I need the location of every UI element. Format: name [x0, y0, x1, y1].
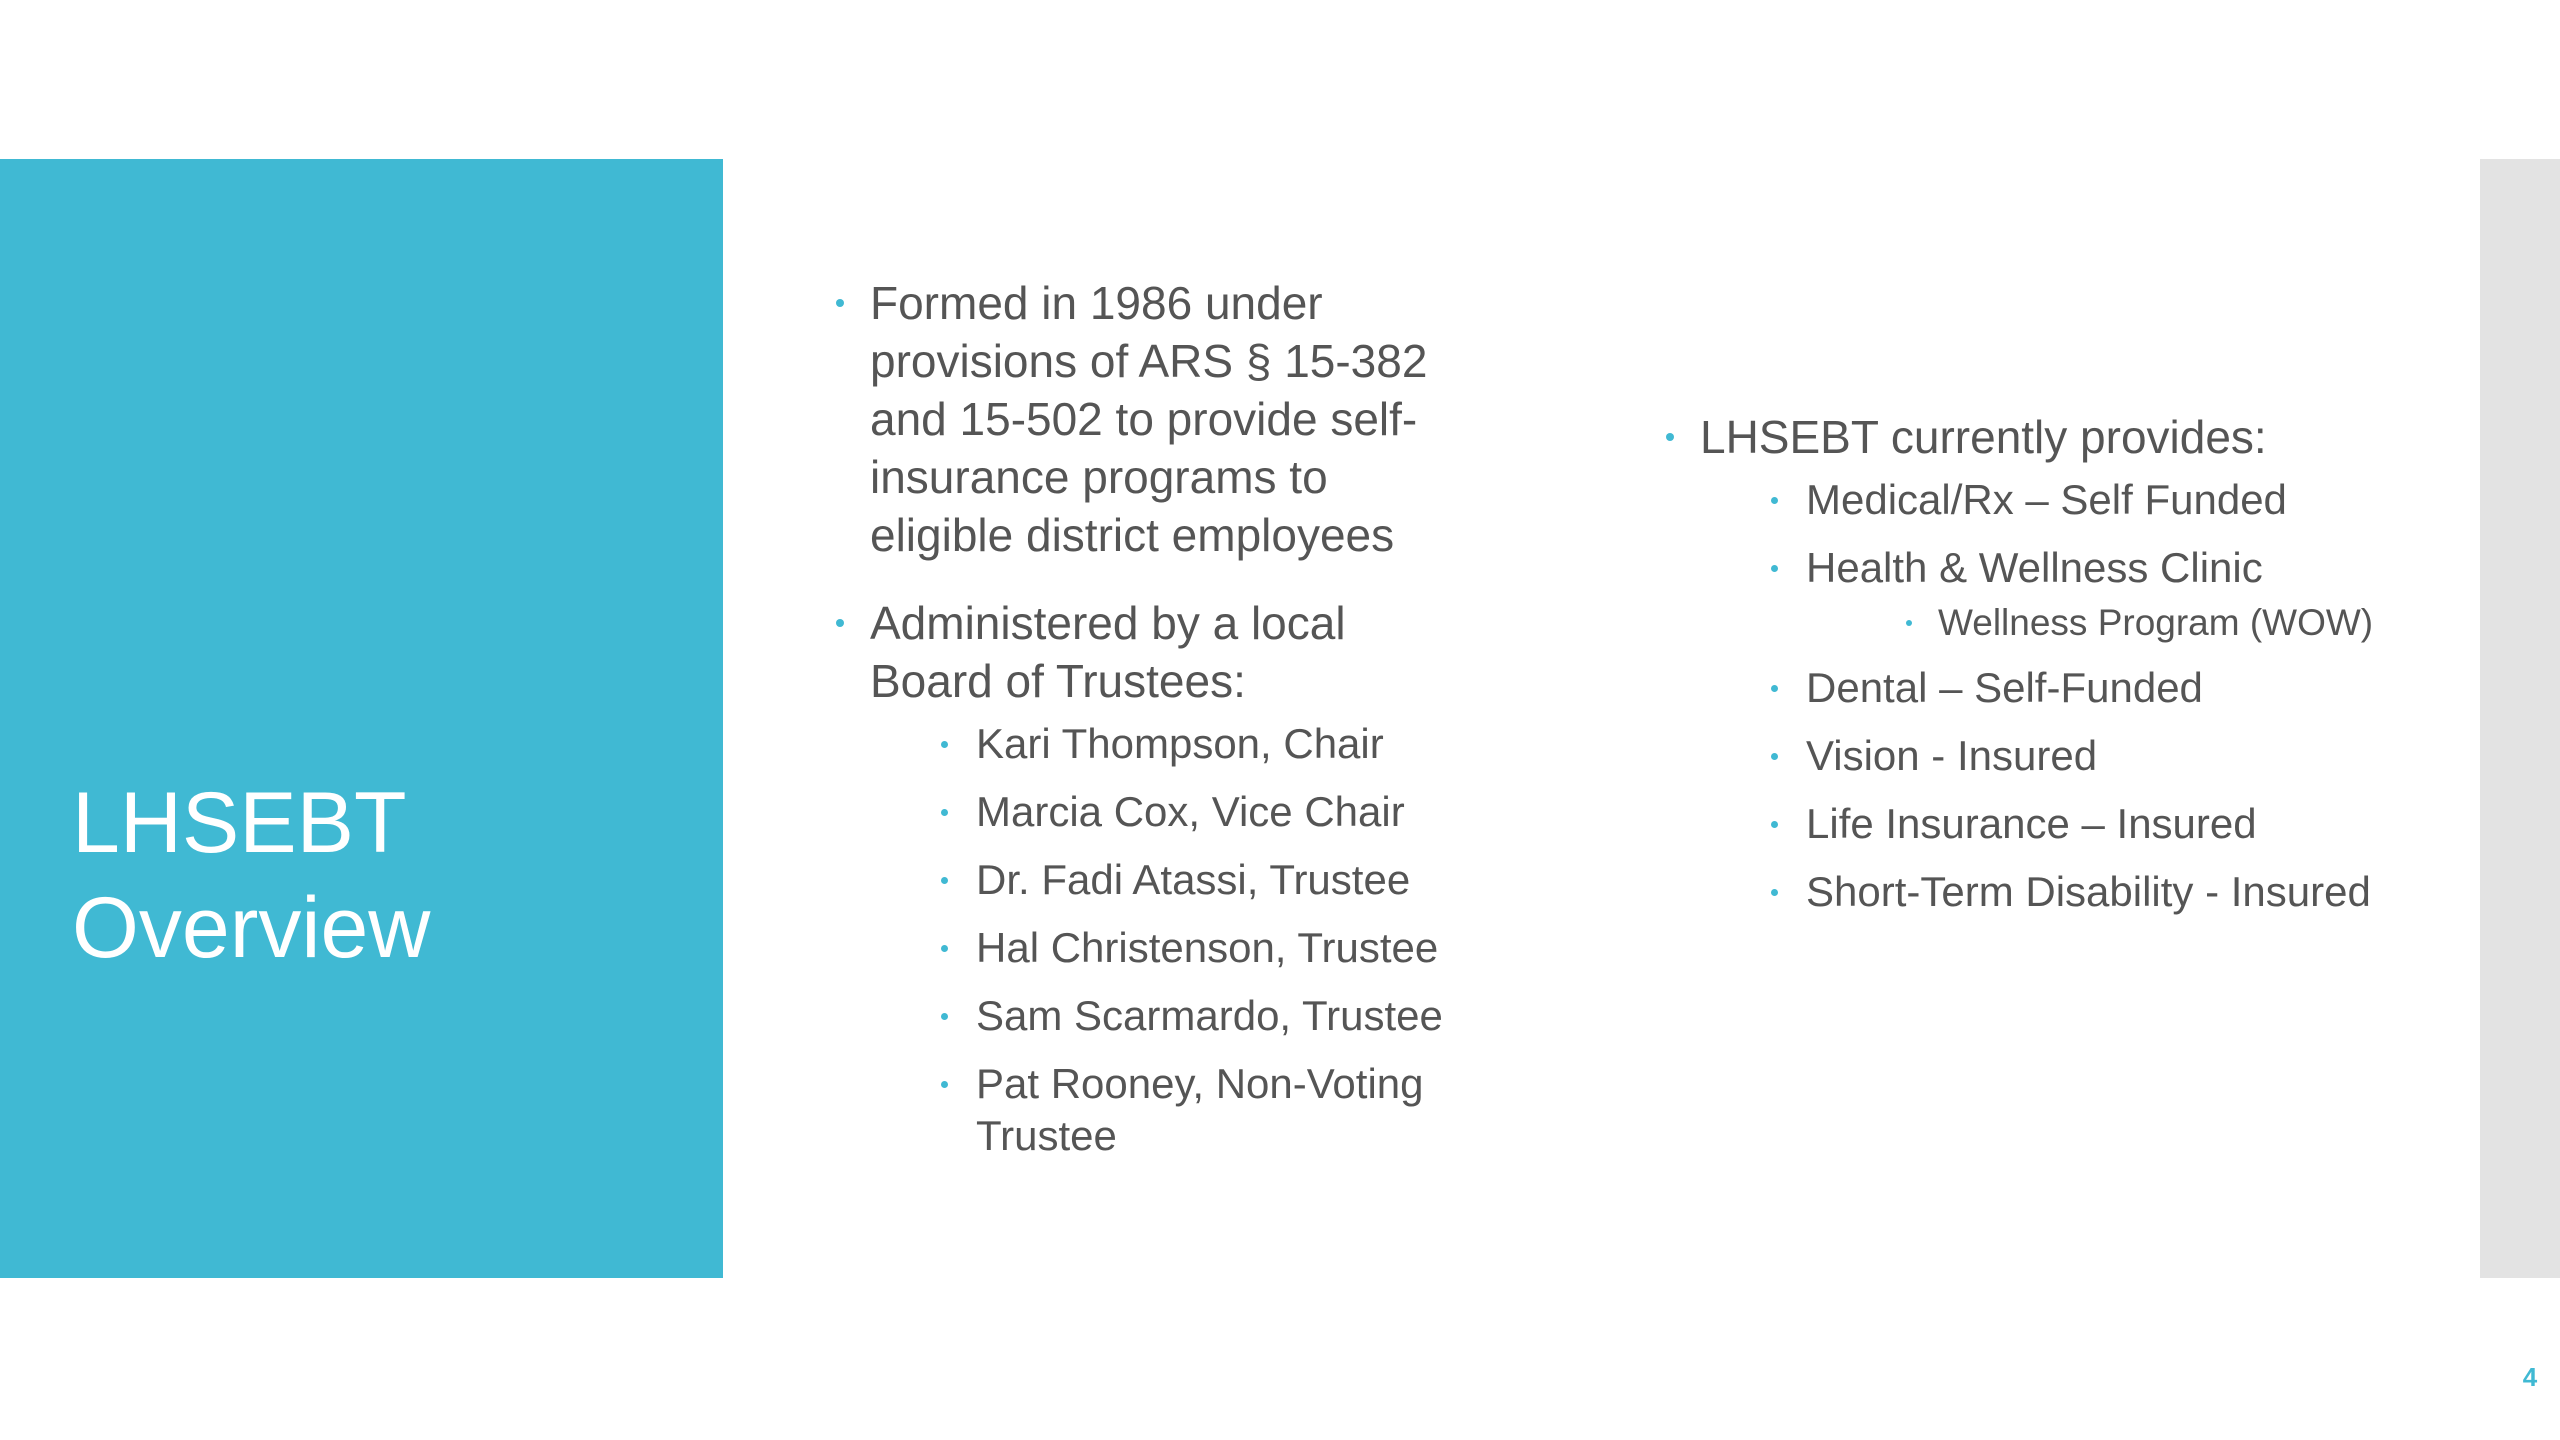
trustee-item: Dr. Fadi Atassi, Trustee: [936, 854, 1470, 906]
bullet-formed-text: Formed in 1986 under provisions of ARS § 15-382 and 15-502 to provide self-insurance programs to eligible district employees: [870, 277, 1428, 561]
benefit-item: Dental – Self-Funded: [1766, 662, 2420, 714]
left-bullet-list: [830, 274, 1470, 1162]
benefit-item: Medical/Rx – Self Funded: [1766, 474, 2420, 526]
bullet-provides-text: LHSEBT currently provides:: [1700, 411, 2267, 463]
trustee-item: Marcia Cox, Vice Chair: [936, 786, 1470, 838]
slide-title-line-2: Overview: [72, 880, 431, 976]
trustee-item: Hal Christenson, Trustee: [936, 922, 1470, 974]
right-content-column: [1660, 408, 2420, 948]
trustee-item: Kari Thompson, Chair: [936, 718, 1470, 770]
benefit-item-clinic-label: Health & Wellness Clinic: [1806, 544, 2263, 591]
slide-title: [72, 771, 692, 981]
benefit-item-clinic: [1766, 542, 2420, 646]
trustee-list: [936, 718, 1470, 1162]
bullet-provides: [1660, 408, 2420, 918]
benefits-list: [1766, 474, 2420, 918]
trustee-item: Pat Rooney, Non-Voting Trustee: [936, 1058, 1470, 1162]
clinic-subitem: Wellness Program (WOW): [1902, 600, 2420, 646]
title-panel: [0, 159, 723, 1278]
slide-title-line-1: LHSEBT: [72, 775, 407, 871]
bullet-administered-text: Administered by a local Board of Trustees:: [870, 597, 1346, 707]
clinic-sub-list: [1902, 600, 2420, 646]
left-content-column: [830, 274, 1470, 1192]
page-number: 4: [2522, 1362, 2538, 1392]
trustee-item: Sam Scarmardo, Trustee: [936, 990, 1470, 1042]
bullet-administered: [830, 594, 1470, 1162]
benefit-item: Life Insurance – Insured: [1766, 798, 2420, 850]
bullet-formed: [830, 274, 1470, 564]
benefit-item: Vision - Insured: [1766, 730, 2420, 782]
side-decorative-bar: [2480, 159, 2560, 1278]
benefit-item: Short-Term Disability - Insured: [1766, 866, 2420, 918]
right-bullet-list: [1660, 408, 2420, 918]
